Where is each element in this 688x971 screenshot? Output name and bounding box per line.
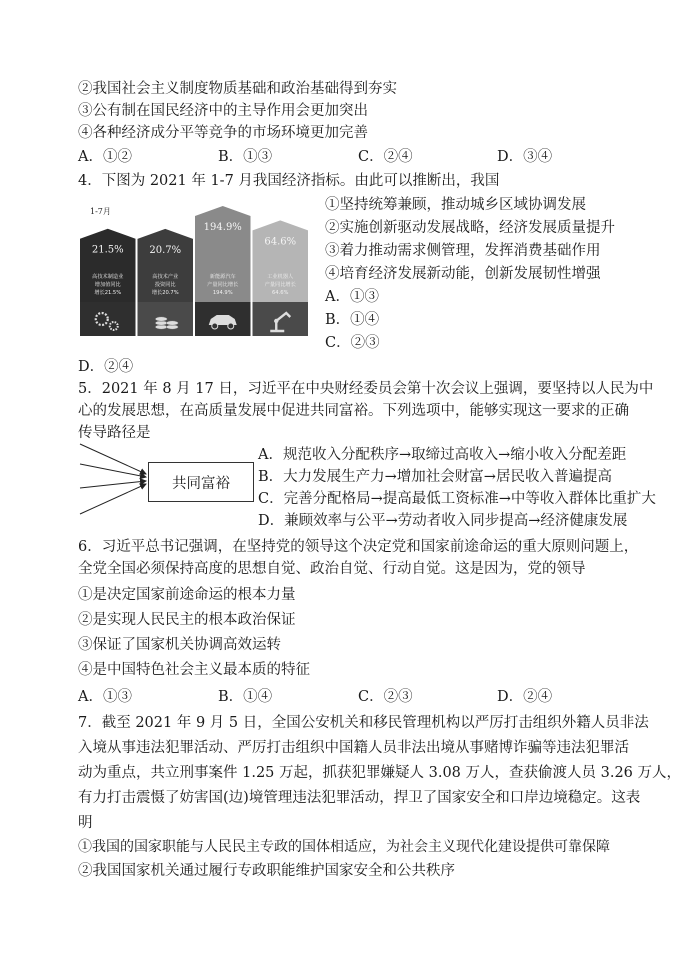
bar-text-1-3: 增长21.5%	[94, 290, 122, 296]
q5-line-3: 传导路径是	[78, 425, 151, 441]
value-label-2: 20.7%	[149, 244, 182, 256]
arrow-1	[80, 444, 146, 474]
choice-b: B．①③	[218, 149, 273, 165]
option-line-2: ②我国社会主义制度物质基础和政治基础得到夯实	[78, 81, 397, 97]
q6-item-2: ②是实现人民民主的根本政治保证	[78, 612, 296, 628]
q5-option-c: C．完善分配格局→提高最低工资标准→中等收入群体比重扩大	[258, 491, 656, 507]
coin-icon-3	[155, 317, 167, 321]
q6-line-2: 全党全国必须保持高度的思想自觉、政治自觉、行动自觉。这是因为，党的领导	[78, 561, 586, 577]
coin-icon-b1	[166, 325, 178, 329]
q6-item-3: ③保证了国家机关协调高效运转	[78, 637, 281, 653]
arrow-2	[80, 464, 146, 477]
q4-item-4: ④培育经济发展新动能，创新发展韧性增强	[325, 266, 601, 282]
q4-choice-a: A．①③	[325, 289, 379, 305]
option-line-3: ③公有制在国民经济中的主导作用会更加突出	[78, 103, 368, 119]
q4-item-3: ③着力推动需求侧管理，发挥消费基础作用	[325, 243, 601, 259]
q4-choice-c: C．②③	[325, 335, 380, 351]
car-wheel-back	[228, 323, 234, 329]
q4-stem: 4．下图为 2021 年 1-7 月我国经济指标。由此可以推断出，我国	[78, 173, 500, 189]
bar-text-2-1: 高技术产业	[152, 274, 179, 280]
choice-d: D．③④	[497, 149, 553, 165]
value-label-1: 21.5%	[91, 244, 124, 256]
bar-text-4-1: 工业机器人	[267, 274, 294, 280]
value-label-3: 194.9%	[203, 222, 242, 233]
coin-icon-b2	[166, 321, 178, 325]
choice-c: C．②④	[358, 149, 413, 165]
q4-item-2: ②实施创新驱动发展战略，经济发展质量提升	[325, 220, 615, 236]
car-wheel-front	[212, 323, 218, 329]
coin-icon-1	[155, 325, 167, 329]
bar-text-4-3: 64.6%	[272, 290, 289, 296]
q7-line-1: 7．截至 2021 年 9 月 5 日，全国公安机关和移民管理机构以严厉打击组织外籍人员非法	[78, 715, 649, 731]
option-line-4: ④各种经济成分平等竞争的市场环境更加完善	[78, 125, 368, 141]
q7-item-1: ①我国的国家职能与人民民主专政的国体相适应，为社会主义现代化建设提供可靠保障	[78, 839, 610, 855]
bar-text-1-2: 增加值同比	[94, 282, 121, 288]
chart-title: 1-7月	[90, 207, 111, 216]
q5-line-1: 5．2021 年 8 月 17 日，习近平在中央财经委员会第十次会议上强调，要坚持以人民为中	[78, 381, 654, 397]
q6-line-1: 6．习近平总书记强调，在坚持党的领导这个决定党和国家前途命运的重大原则问题上，	[78, 539, 639, 555]
q5-line-2: 心的发展思想，在高质量发展中促进共同富裕。下列选项中，能够实现这一要求的正确	[78, 403, 629, 419]
coin-icon-2	[155, 321, 167, 325]
q7-line-2: 入境从事违法犯罪活动、严厉打击组织中国籍人员非法出境从事赌博诈骗等违法犯罪活	[78, 740, 629, 756]
q6-choice-c: C．②③	[358, 689, 413, 705]
q5-option-d: D．兼顾效率与公平→劳动者收入同步提高→经济健康发展	[258, 513, 628, 529]
q7-line-4: 有力打击震慑了妨害国(边)境管理违法犯罪活动，捍卫了国家安全和口岸边境稳定。这表	[78, 790, 641, 806]
value-label-4: 64.6%	[264, 236, 297, 248]
q4-choice-b: B．①④	[325, 312, 380, 328]
q7-line-3: 动为重点，共立刑事案件 1.25 万起，抓获犯罪嫌疑人 3.08 万人，查获偷渡人员 3.26 万人，	[78, 765, 682, 781]
bar-text-4-2: 产量同比增长	[264, 282, 296, 288]
arrow-4	[80, 484, 146, 514]
choice-a: A．①②	[78, 149, 132, 165]
q6-choice-a: A．①③	[78, 689, 132, 705]
q6-choice-b: B．①④	[218, 689, 273, 705]
q5-option-b: B．大力发展生产力→增加社会财富→居民收入普遍提高	[258, 469, 612, 485]
q6-item-1: ①是决定国家前途命运的根本力量	[78, 587, 296, 603]
bar-text-3-1: 新能源汽车	[209, 274, 236, 280]
bar-text-3-2: 产量同比增长	[207, 282, 239, 288]
bar-text-2-2: 投资同比	[154, 282, 176, 288]
bar-text-1-1: 高技术制造业	[92, 274, 124, 280]
arrow-3	[80, 481, 146, 488]
q6-item-4: ④是中国特色社会主义最本质的特征	[78, 662, 310, 678]
bar-text-2-3: 增长20.7%	[151, 290, 179, 296]
q7-item-2: ②我国国家机关通过履行专政职能维护国家安全和公共秩序	[78, 863, 455, 879]
bar-text-3-3: 194.9%	[212, 290, 233, 296]
q4-choice-d: D．②④	[78, 359, 134, 375]
q4-item-1: ①坚持统筹兼顾，推动城乡区域协调发展	[325, 197, 586, 213]
economic-indicators-chart	[78, 198, 310, 338]
q5-option-a: A．规范收入分配秩序→取缔过高收入→缩小收入分配差距	[258, 447, 627, 463]
q7-line-5: 明	[78, 815, 93, 831]
robot-joint-icon	[274, 319, 278, 323]
q6-choice-d: D．②④	[497, 689, 553, 705]
common-prosperity-box: 共同富裕	[148, 462, 254, 502]
